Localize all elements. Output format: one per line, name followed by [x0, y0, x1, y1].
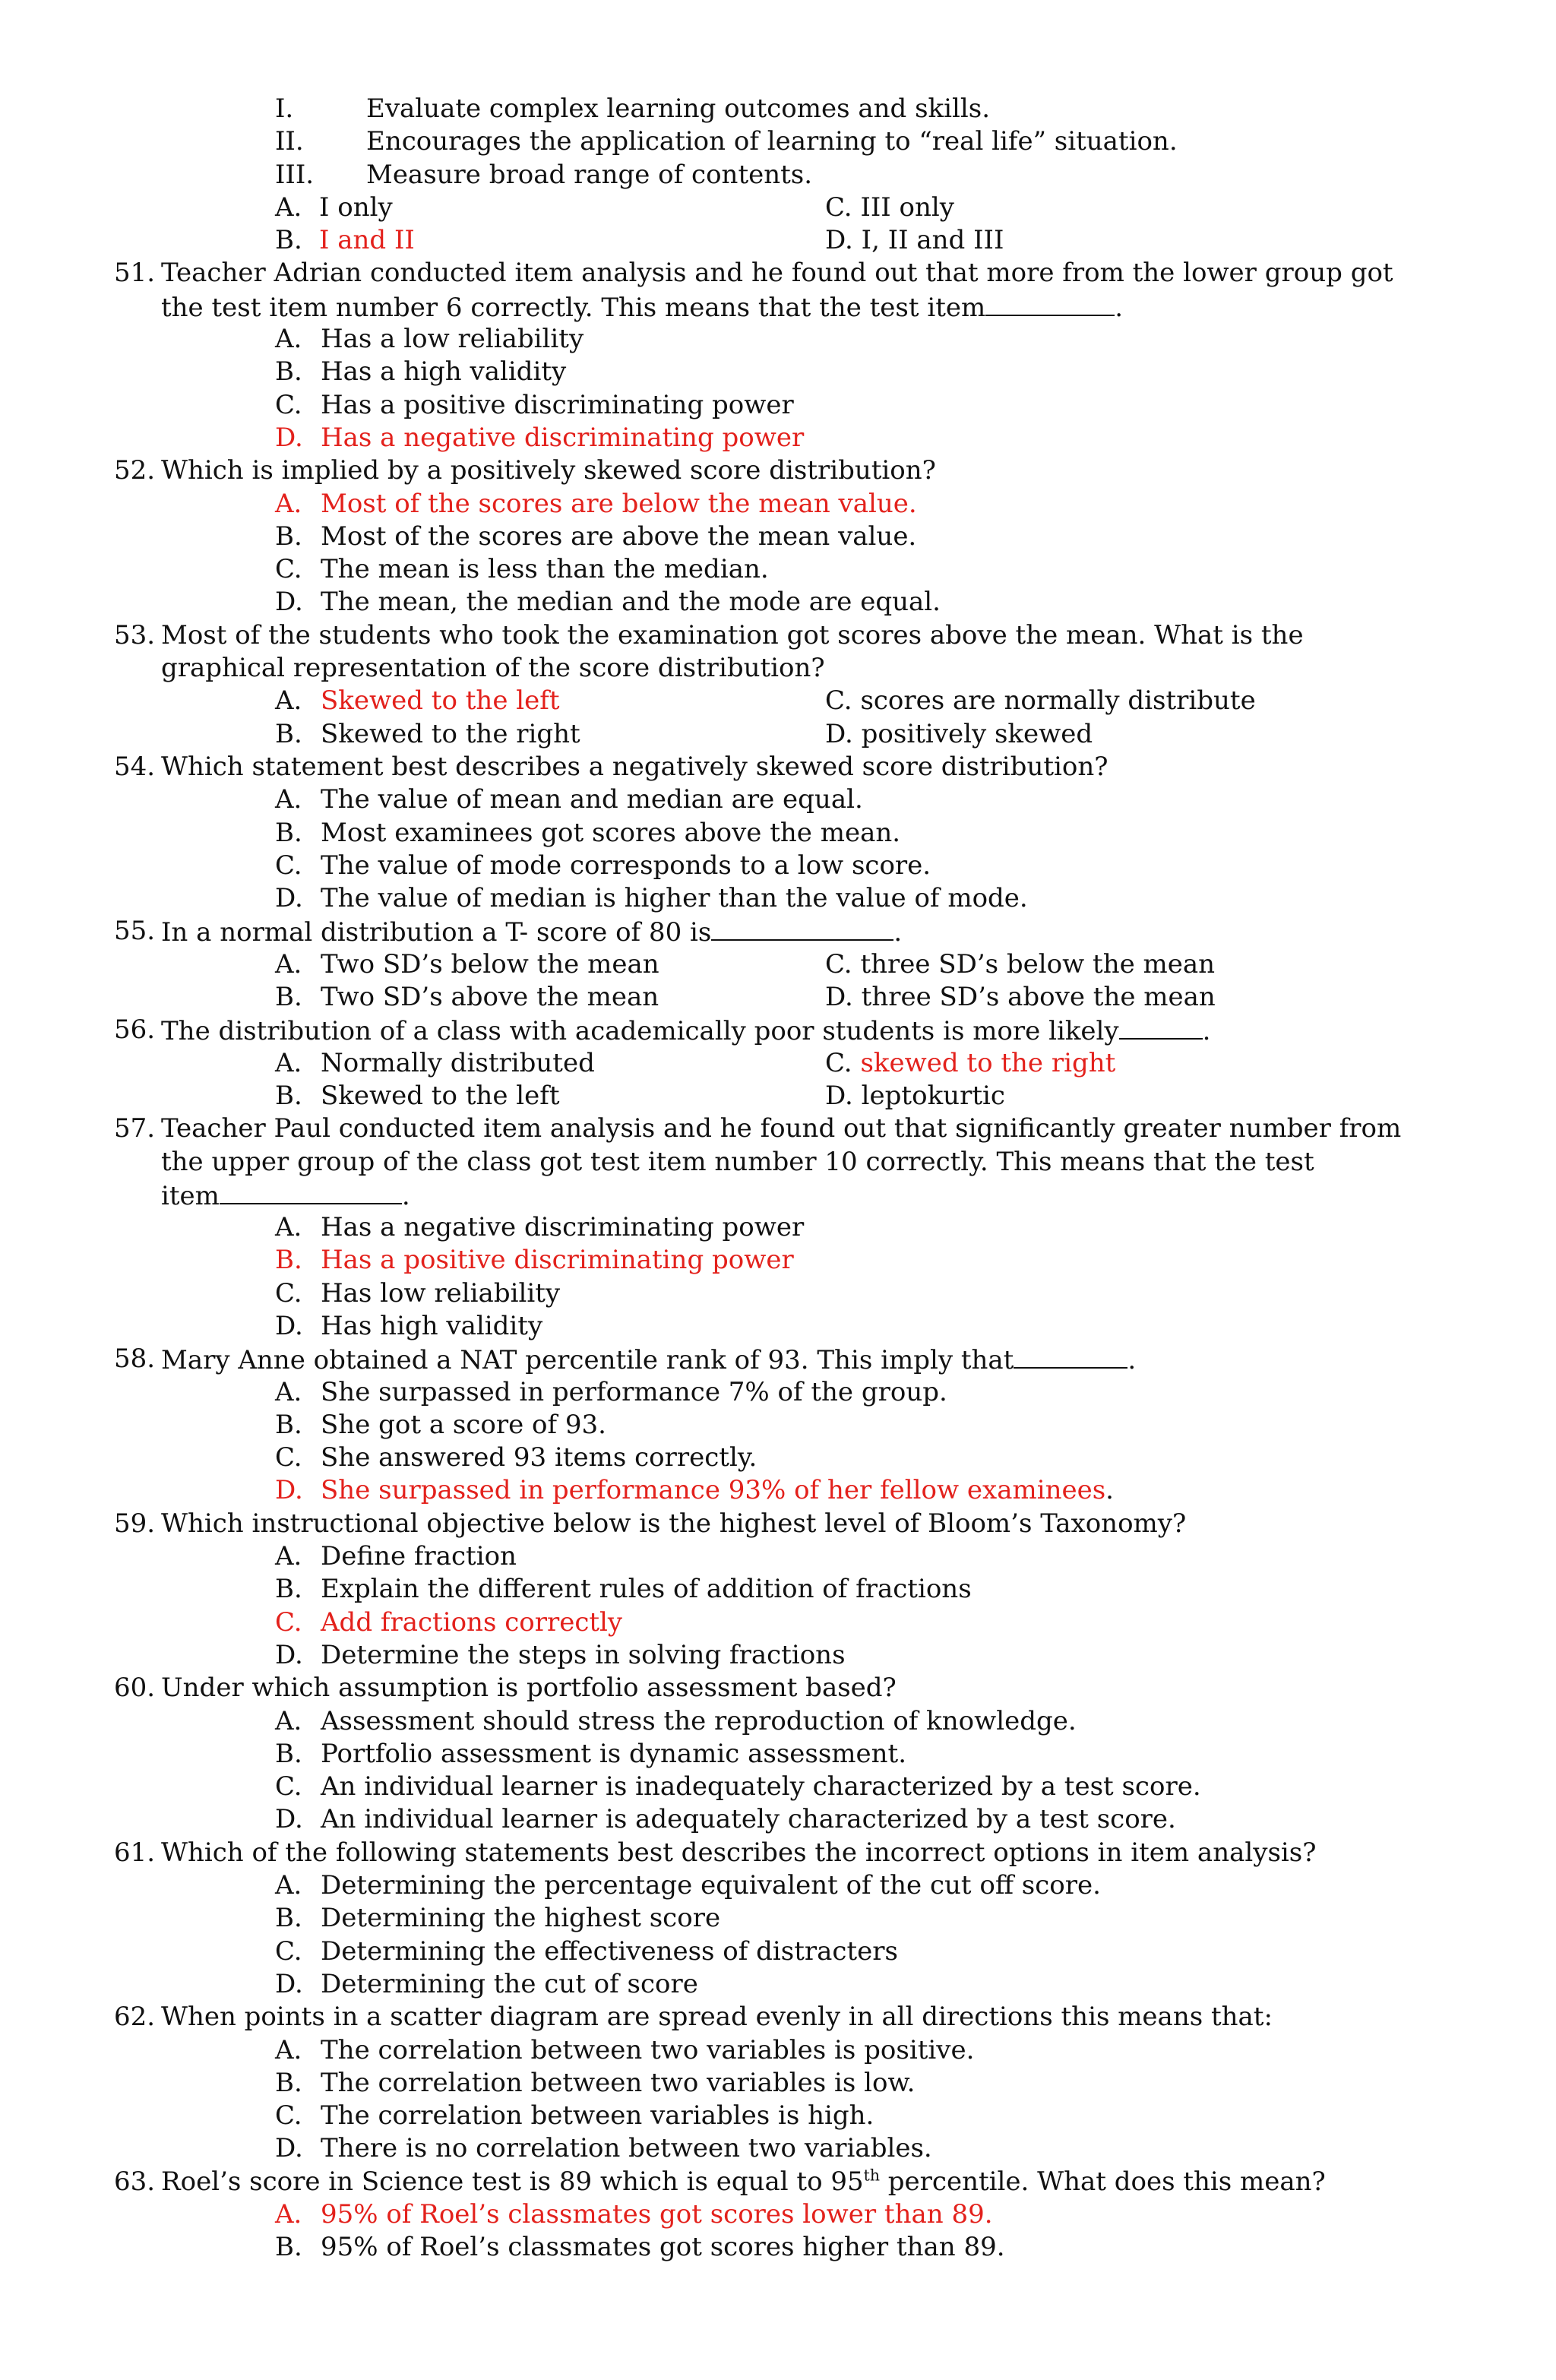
- option-d: D. positively skewed: [825, 718, 1093, 749]
- option-a: A. Skewed to the left: [275, 685, 560, 717]
- option-c: C. An individual learner is inadequately characterized by a test score.: [275, 1771, 1201, 1802]
- option-b: B. Most examinees got scores above the mean.: [275, 817, 901, 848]
- option-b: B. The correlation between two variables is low.: [275, 2067, 916, 2098]
- option-d: D. The mean, the median and the mode are equal.: [275, 587, 941, 618]
- question-number: 51.: [114, 258, 156, 289]
- correct-answer: Skewed to the left: [321, 685, 560, 717]
- option-b: B. I and II: [275, 225, 415, 256]
- question-stem: Teacher Paul conducted item analysis and he found out that significantly greater number from: [161, 1113, 1402, 1144]
- option-d: D. I, II and III: [825, 225, 1004, 256]
- question-number: 62.: [114, 2002, 156, 2033]
- option-c: C. She answered 93 items correctly.: [275, 1442, 757, 1473]
- option-a: A. Normally distributed: [275, 1047, 595, 1078]
- question-stem: Under which assumption is portfolio assessment based?: [161, 1673, 897, 1704]
- option-c: C. III only: [825, 191, 954, 223]
- question-59: [0, 1508, 1556, 1540]
- correct-answer: C. Add fractions correctly: [275, 1606, 623, 1638]
- correct-answer: I and II: [319, 225, 415, 256]
- option-row: [0, 224, 1556, 257]
- roman-numeral: II.: [275, 126, 304, 157]
- answer-blank: [1014, 1343, 1127, 1369]
- option-a: A. Define fraction: [275, 1541, 517, 1572]
- option-b: B. Two SD’s above the mean: [275, 982, 659, 1013]
- option-c: C. Has a positive discriminating power: [275, 389, 794, 420]
- question-53: [0, 619, 1556, 652]
- question-63: [0, 2166, 1556, 2198]
- question-58: [0, 1343, 1556, 1375]
- option-row: [0, 191, 1556, 224]
- option-a: A. The correlation between two variables is positive.: [275, 2034, 975, 2065]
- question-51: [0, 257, 1556, 290]
- question-stem: Roel’s score in Science test is 89 which is equal to 95th percentile. What does this mean?: [161, 2166, 1326, 2197]
- option-b: B. Skewed to the left: [275, 1080, 560, 1111]
- option-d: D. There is no correlation between two variables.: [275, 2133, 932, 2164]
- question-62: [0, 2001, 1556, 2033]
- question-number: 58.: [114, 1343, 156, 1375]
- question-number: 56.: [114, 1014, 156, 1046]
- statement-line: [0, 93, 1556, 125]
- question-54: [0, 751, 1556, 783]
- option-a: A. Has a negative discriminating power: [275, 1212, 805, 1243]
- correct-answer: skewed to the right: [860, 1047, 1116, 1078]
- question-stem: Which of the following statements best describes the incorrect options in item analysis?: [161, 1837, 1317, 1868]
- option-c: C. Has low reliability: [275, 1277, 561, 1309]
- statement-text: Encourages the application of learning to “real life” situation.: [366, 126, 1178, 157]
- question-number: 63.: [114, 2166, 156, 2197]
- question-number: 60.: [114, 1673, 156, 1704]
- question-stem: Which is implied by a positively skewed score distribution?: [161, 455, 936, 486]
- option-b: B. She got a score of 93.: [275, 1409, 606, 1440]
- question-stem: graphical representation of the score distribution?: [161, 653, 825, 684]
- answer-blank: [220, 1179, 402, 1204]
- answer-blank: [1119, 1014, 1203, 1040]
- option-b: B. Most of the scores are above the mean value.: [275, 521, 917, 552]
- question-stem: Which instructional objective below is the highest level of Bloom’s Taxonomy?: [161, 1508, 1187, 1539]
- statement-line: [0, 125, 1556, 158]
- question-stem: When points in a scatter diagram are spread evenly in all directions this means that:: [161, 2002, 1273, 2033]
- question-number: 59.: [114, 1508, 156, 1539]
- option-a: A. I only: [275, 191, 393, 223]
- statement-text: Measure broad range of contents.: [366, 159, 813, 190]
- question-60: [0, 1672, 1556, 1704]
- question-stem: Mary Anne obtained a NAT percentile rank of 93. This imply that .: [161, 1343, 1136, 1377]
- option-d: D. An individual learner is adequately characterized by a test score.: [275, 1804, 1176, 1835]
- question-61: [0, 1837, 1556, 1869]
- option-b: B. Determining the highest score: [275, 1903, 721, 1934]
- option-d: D. Has high validity: [275, 1310, 543, 1341]
- question-number: 54.: [114, 751, 156, 782]
- option-b: B. Explain the different rules of addition of fractions: [275, 1574, 972, 1605]
- question-stem: The distribution of a class with academically poor students is more likely .: [161, 1014, 1210, 1048]
- roman-numeral: I.: [275, 93, 294, 124]
- question-number: 57.: [114, 1113, 156, 1144]
- option-a: A. The value of mean and median are equal.: [275, 784, 863, 815]
- option-c: C. The correlation between variables is high.: [275, 2100, 874, 2132]
- question-stem: the upper group of the class got test item number 10 correctly. This means that the test: [161, 1146, 1314, 1177]
- statement-line: [0, 159, 1556, 191]
- question-stem: Most of the students who took the examination got scores above the mean. What is the: [161, 619, 1304, 650]
- option-d: D. Determining the cut of score: [275, 1968, 698, 1999]
- option-d: D. She surpassed in performance 93% of her fellow examinees.: [275, 1475, 1114, 1506]
- question-55: [0, 915, 1556, 948]
- question-number: 61.: [114, 1837, 156, 1868]
- exam-page: [0, 93, 1556, 2264]
- option-d: D. three SD’s above the mean: [825, 982, 1216, 1013]
- correct-answer: B. Has a positive discriminating power: [275, 1245, 794, 1276]
- correct-answer: A. 95% of Roel’s classmates got scores lower than 89.: [275, 2199, 993, 2230]
- option-d: D. The value of median is higher than the value of mode.: [275, 883, 1028, 914]
- option-a: A. She surpassed in performance 7% of the group.: [275, 1376, 947, 1407]
- option-b: B. Skewed to the right: [275, 718, 580, 749]
- question-57: [0, 1112, 1556, 1145]
- question-stem: Which statement best describes a negatively skewed score distribution?: [161, 751, 1108, 782]
- option-a: A. Determining the percentage equivalent of the cut off score.: [275, 1870, 1101, 1901]
- roman-numeral: III.: [275, 159, 315, 190]
- option-c: C. three SD’s below the mean: [825, 948, 1216, 980]
- option-b: B. Portfolio assessment is dynamic assessment.: [275, 1738, 907, 1769]
- question-number: 55.: [114, 916, 156, 947]
- correct-answer: A. Most of the scores are below the mean value.: [275, 488, 917, 519]
- correct-answer: She surpassed in performance 93% of her fellow examinees: [321, 1475, 1106, 1506]
- option-c: C. scores are normally distribute: [825, 685, 1256, 717]
- option-c: C. skewed to the right: [825, 1047, 1116, 1078]
- option-c: C. Determining the effectiveness of distracters: [275, 1935, 898, 1967]
- question-stem: the test item number 6 correctly. This means that the test item .: [161, 290, 1123, 324]
- answer-blank: [711, 915, 893, 941]
- question-52: [0, 454, 1556, 487]
- option-b: B. 95% of Roel’s classmates got scores higher than 89.: [275, 2232, 1005, 2263]
- answer-blank: [985, 290, 1115, 316]
- option-d: D. Determine the steps in solving fractions: [275, 1639, 846, 1670]
- question-stem: In a normal distribution a T- score of 80 is .: [161, 915, 902, 949]
- question-number: 53.: [114, 619, 156, 650]
- option-d: D. leptokurtic: [825, 1080, 1005, 1111]
- option-a: A. Two SD’s below the mean: [275, 948, 659, 980]
- option-c: C. The mean is less than the median.: [275, 554, 769, 585]
- correct-answer: D. Has a negative discriminating power: [275, 422, 805, 453]
- option-a: A. Has a low reliability: [275, 324, 584, 355]
- option-a: A. Assessment should stress the reproduction of knowledge.: [275, 1705, 1077, 1736]
- question-56: [0, 1014, 1556, 1046]
- question-stem: item .: [161, 1179, 410, 1213]
- question-stem: Teacher Adrian conducted item analysis and he found out that more from the lower group got: [161, 258, 1393, 289]
- statement-text: Evaluate complex learning outcomes and skills.: [366, 93, 991, 124]
- option-b: B. Has a high validity: [275, 356, 567, 388]
- option-c: C. The value of mode corresponds to a low score.: [275, 850, 931, 881]
- question-number: 52.: [114, 455, 156, 486]
